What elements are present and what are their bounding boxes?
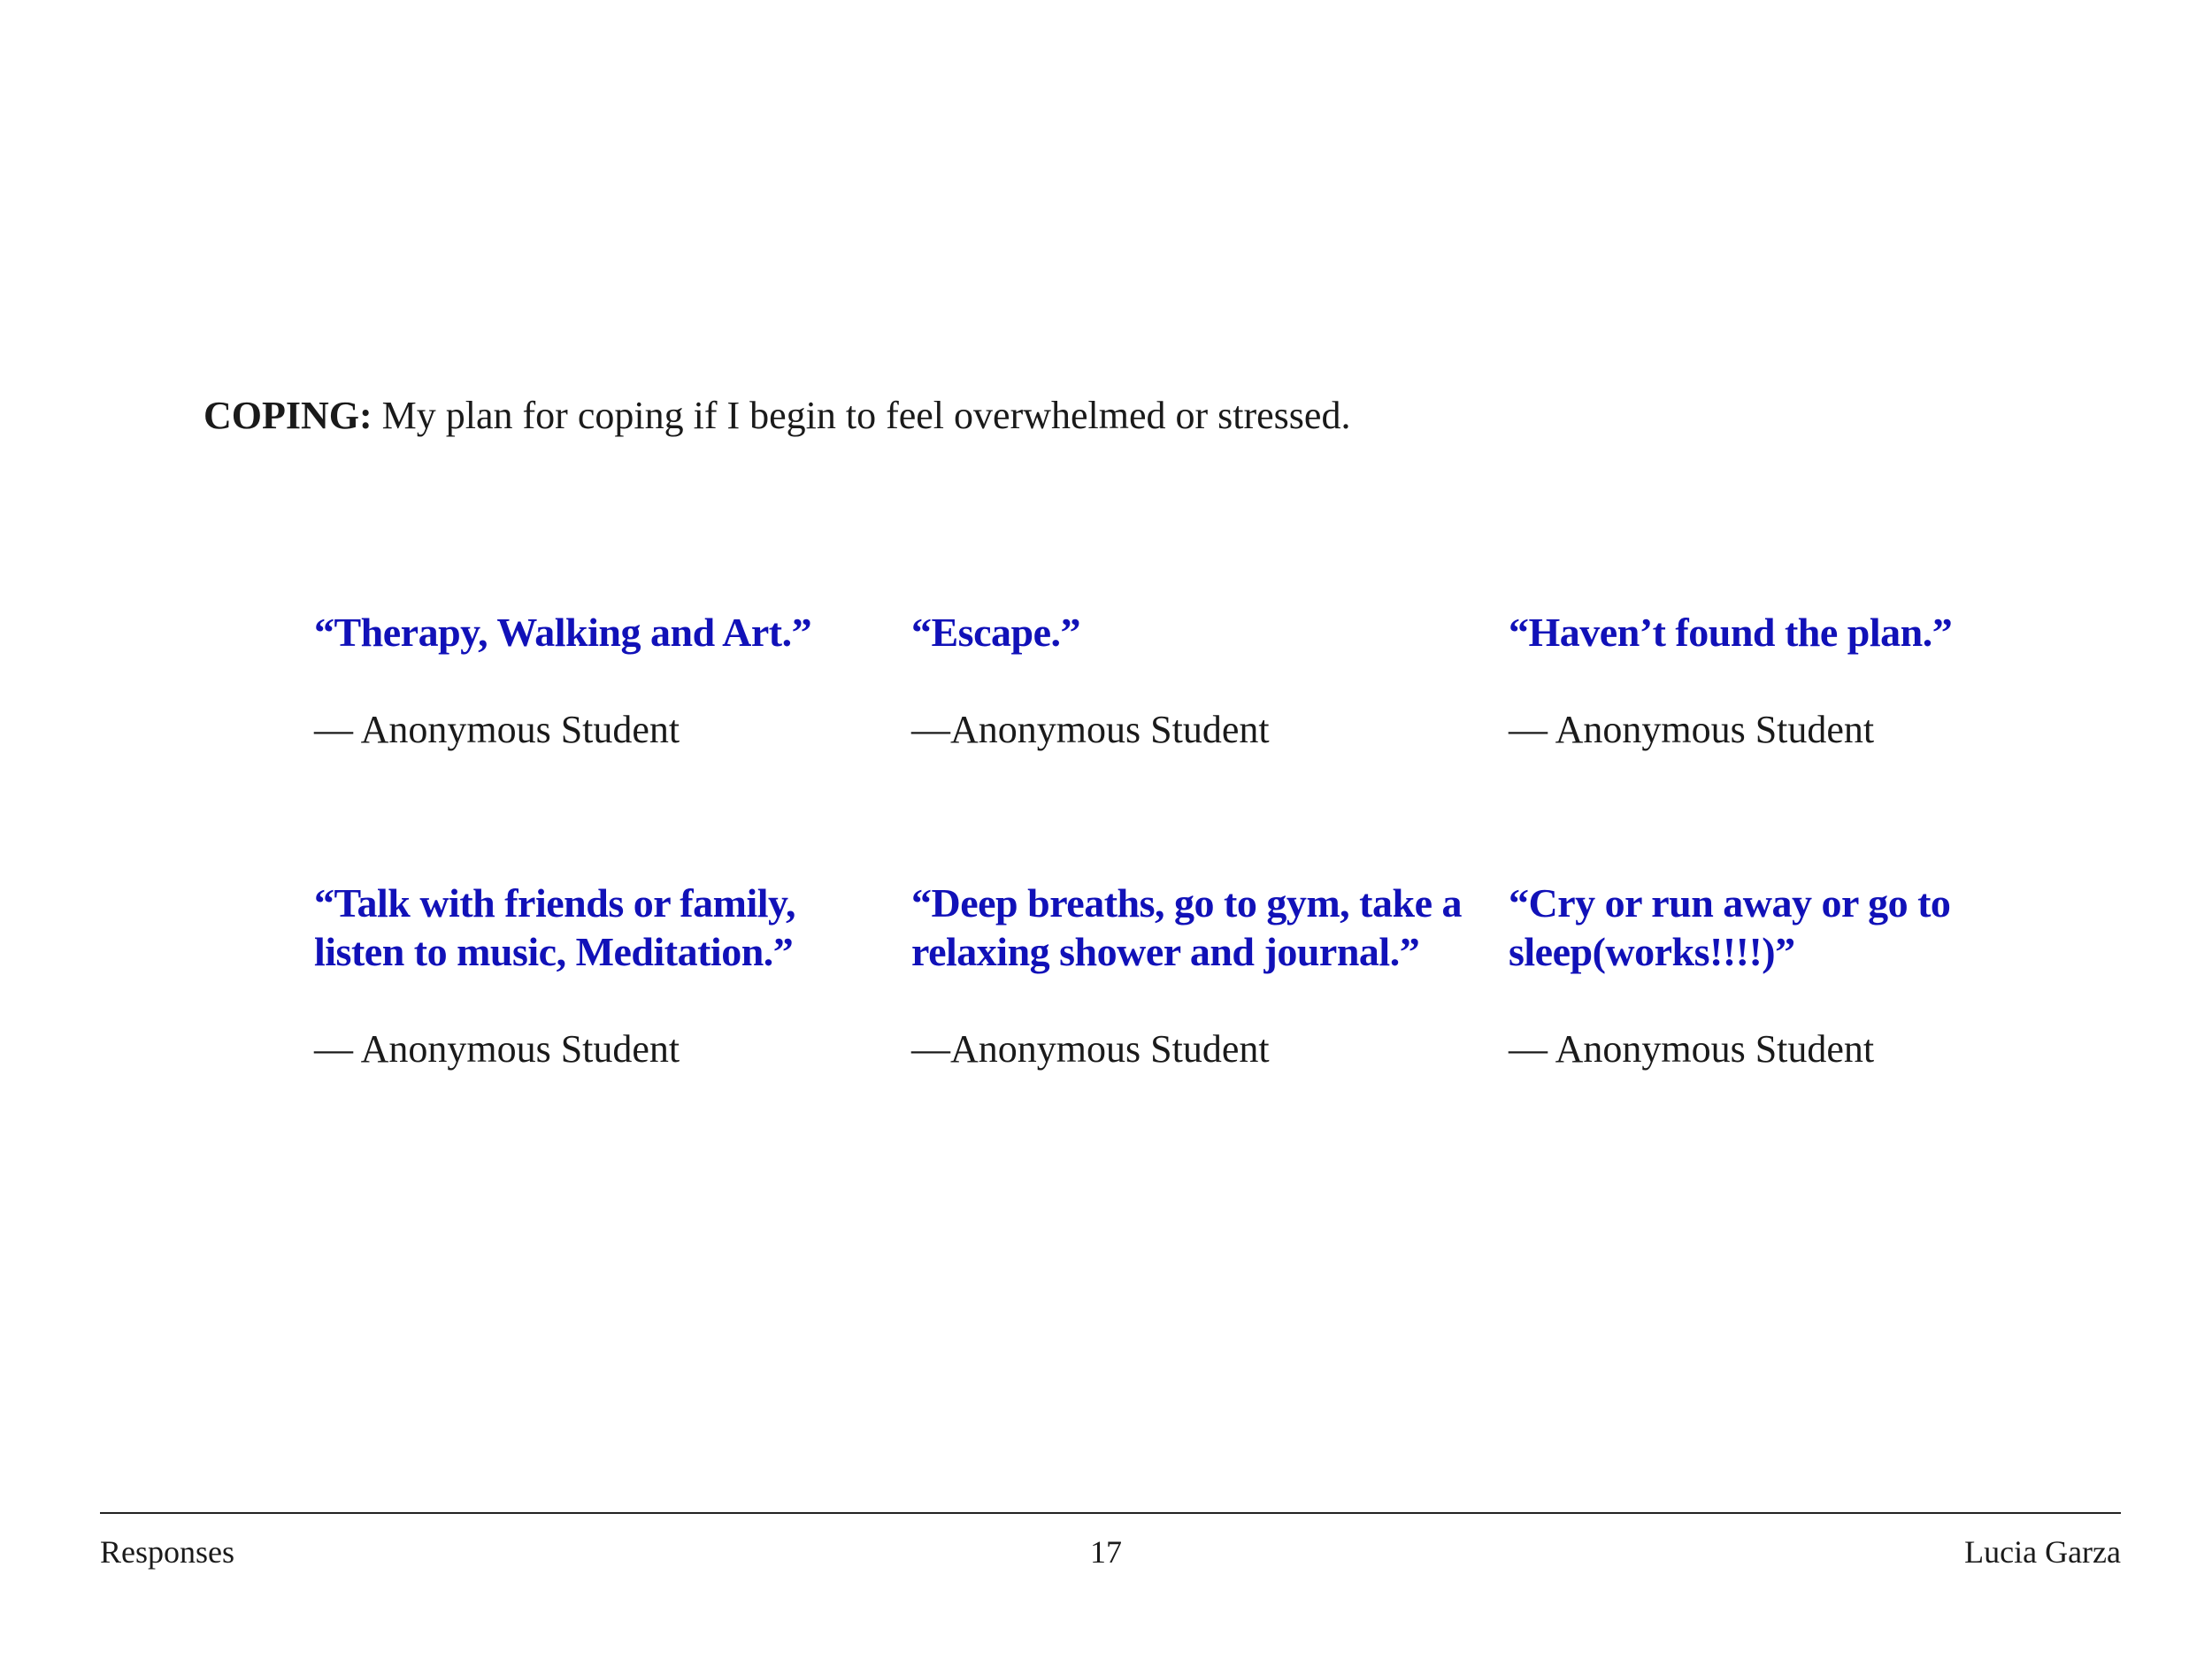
footer-divider	[100, 1512, 2121, 1514]
response-card	[314, 879, 880, 1071]
prompt-text: My plan for coping if I begin to feel overwhelmed or stressed.	[372, 394, 1351, 437]
response-card	[314, 608, 880, 751]
prompt-label: COPING:	[204, 394, 373, 437]
response-quote: “Deep breaths, go to gym, take a relaxing shower and journal.”	[911, 880, 1462, 974]
footer-section-title: Responses	[100, 1534, 234, 1570]
response-card	[911, 879, 1478, 1071]
response-attribution: — Anonymous Student	[314, 1027, 680, 1071]
response-attribution: —Anonymous Student	[911, 708, 1270, 751]
response-quote: “Cry or run away or go to sleep(works!!!!)”	[1509, 880, 1951, 974]
response-quote: “Haven’t found the plan.”	[1509, 610, 1953, 655]
response-attribution: — Anonymous Student	[1509, 1027, 1875, 1071]
response-quote: “Therapy, Walking and Art.”	[314, 610, 812, 655]
coping-prompt	[204, 389, 1350, 442]
response-card	[911, 608, 1478, 751]
footer-author: Lucia Garza	[1964, 1534, 2121, 1570]
page-number: 17	[1090, 1534, 1122, 1570]
response-attribution: —Anonymous Student	[911, 1027, 1270, 1071]
response-quote: “Talk with friends or family, listen to music, Meditation.”	[314, 880, 795, 974]
response-attribution: — Anonymous Student	[314, 708, 680, 751]
response-card	[1509, 879, 2075, 1071]
response-attribution: — Anonymous Student	[1509, 708, 1875, 751]
response-quote: “Escape.”	[911, 610, 1080, 655]
response-card	[1509, 608, 2075, 751]
